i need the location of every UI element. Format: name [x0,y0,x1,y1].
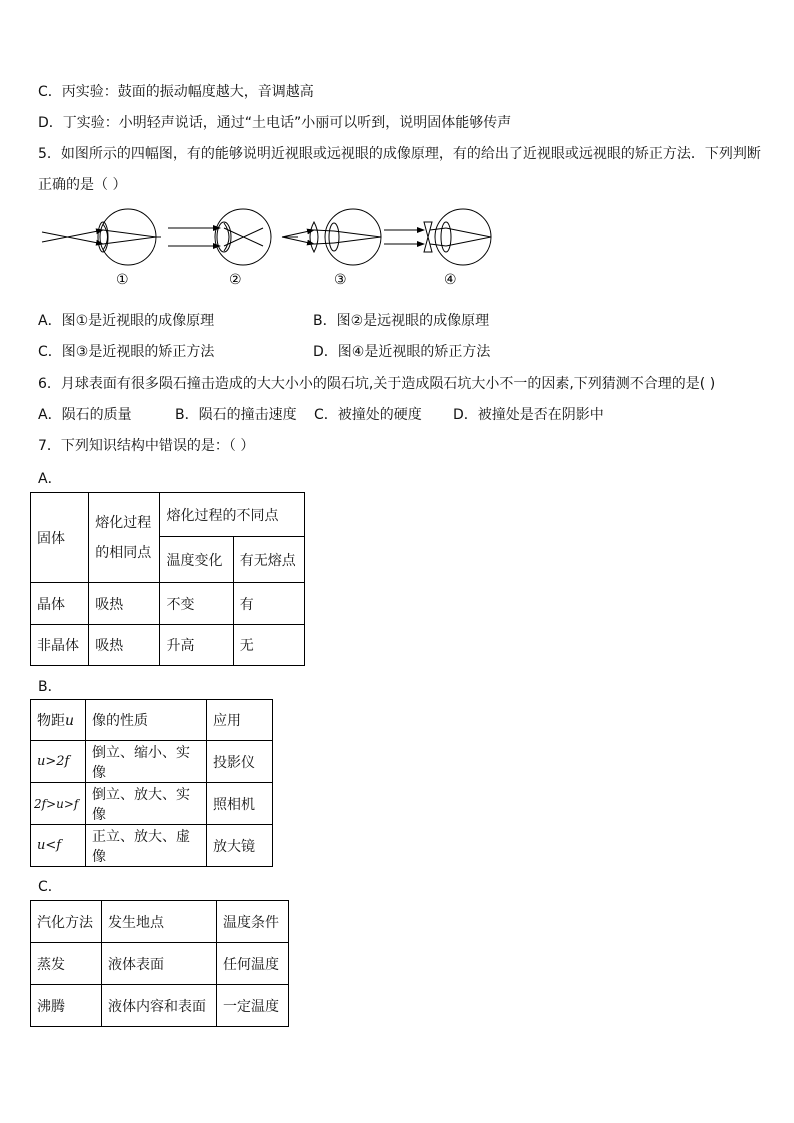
eye-figure-2 [168,209,271,265]
q4-option-d: D．丁实验：小明轻声说话，通过“土电话”小丽可以听到，说明固体能够传声 [38,115,512,131]
q6-option-d: D．被撞处是否在阴影中 [453,407,604,423]
table-c [30,900,289,1027]
q6-option-b: B．陨石的撞击速度 [175,407,297,423]
table-row: u>2f 倒立、缩小、实像 投影仪 [31,741,273,783]
q7-label-b: B． [38,679,62,695]
eye-figure-3 [282,209,381,265]
figure-label-1: ① [116,272,129,286]
figure-label-3: ③ [334,272,347,286]
figure-label-2: ② [229,272,242,286]
q5-option-b: B．图②是远视眼的成像原理 [313,313,490,329]
q5-option-c: C．图③是近视眼的矫正方法 [38,344,215,360]
eye-figure-1 [42,209,161,265]
q6-option-c: C．被撞处的硬度 [314,407,422,423]
table-a-header-diff: 熔化过程的不同点 [160,493,305,537]
q7-label-a: A． [38,471,62,487]
table-b-header-use: 应用 [207,700,273,741]
q7-label-c: C． [38,879,62,895]
table-a [30,492,305,666]
q4-option-c: C．丙实验：鼓面的振动幅度越大，音调越高 [38,84,314,100]
table-row: 晶体 吸热 不变 有 [31,583,305,625]
table-b [30,699,273,867]
figure-label-4: ④ [444,272,457,286]
q6-option-a: A．陨石的质量 [38,407,132,423]
table-a-header-temp: 温度变化 [160,537,233,583]
q5-stem-line1: 5．如图所示的四幅图，有的能够说明近视眼或远视眼的成像原理，有的给出了近视眼或远视眼的矫正方法．下列判断 [38,146,761,162]
q5-option-a: A．图①是近视眼的成像原理 [38,313,215,329]
table-b-header-image: 像的性质 [86,700,207,741]
table-c-header-method: 汽化方法 [31,901,102,943]
table-c-header-place: 发生地点 [102,901,217,943]
table-row: 非晶体 吸热 升高 无 [31,625,305,666]
table-row: 2f>u>f 倒立、放大、实像 照相机 [31,783,273,825]
table-a-header-mp: 有无熔点 [233,537,304,583]
q5-stem-line2: 正确的是（ ） [38,177,127,193]
q5-option-d: D．图④是近视眼的矫正方法 [313,344,491,360]
table-row: u<f 正立、放大、虚像 放大镜 [31,825,273,867]
table-row: 沸腾 液体内容和表面 一定温度 [31,985,289,1027]
table-row: 蒸发 液体表面 任何温度 [31,943,289,985]
table-b-header-dist: 物距u [31,700,86,741]
q7-stem: 7．下列知识结构中错误的是：（ ） [38,438,255,454]
eye-figure-4 [384,209,491,265]
q6-stem: 6．月球表面有很多陨石撞击造成的大大小小的陨石坑,关于造成陨石坑大小不一的因素,下列猜测不合理的是( ) [38,376,716,392]
table-a-header-same: 熔化过程 的相同点 [89,493,160,583]
table-c-header-temp: 温度条件 [217,901,289,943]
table-a-header-solid: 固体 [31,493,89,583]
q5-eye-figures [38,206,508,286]
